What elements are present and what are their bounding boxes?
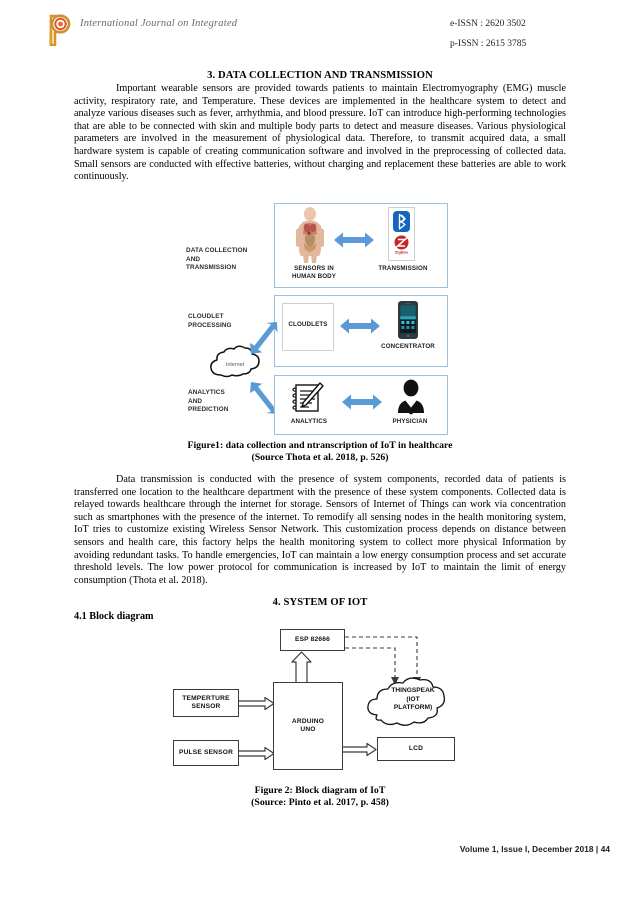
fig2-arduino-line1: ARDUINO bbox=[291, 717, 325, 725]
fig1-node-transmission: TRANSMISSION bbox=[378, 265, 428, 272]
paragraph-1: Important wearable sensors are provided towards patients to maintain Electromyography (EMG) muscle activity, respiratory rate, and Temperature. These devices are implemented in the healthcare system to detect and analyze various diseases such as fever, arrhythmia, and blood pressure. IoT can introduce high-performing technologies that are able to be connected with skin and multiple body parts to detect and measure diseases. Various physiological parameters are involved in the measurement of physiological data. Therefore, to transmit acquired data, a small hardware system is capable of creating communication software and involved in the preprocessing of collected data. Small sensors are conducted with effective batteries, without charging and replacement these batteries are able to work continuously. bbox=[74, 83, 566, 183]
fig1-arrow-sensors-to-transmission-icon bbox=[334, 231, 374, 249]
physician-icon bbox=[394, 379, 428, 415]
fig1-stage2-line2: PROCESSING bbox=[188, 321, 232, 329]
figure-2-caption-line1: Figure 2: Block diagram of IoT bbox=[254, 785, 386, 796]
zigbee-icon bbox=[394, 235, 409, 255]
fig1-stage-label-data-collection bbox=[186, 247, 258, 273]
fig1-stage1-line3: TRANSMISSION bbox=[186, 264, 237, 272]
fig2-thingspeak-line3: PLATFORM) bbox=[393, 704, 433, 712]
section-4-heading: 4. SYSTEM OF IOT bbox=[272, 597, 368, 608]
smartphone-icon bbox=[398, 301, 418, 339]
journal-title: International Journal on Integrated bbox=[80, 18, 238, 29]
subsection-4-1-heading: 4.1 Block diagram bbox=[74, 611, 154, 622]
figure-1-caption-line1: Figure1: data collection and ntranscription of IoT in healthcare bbox=[187, 440, 453, 451]
section-3-heading: 3. DATA COLLECTION AND TRANSMISSION bbox=[207, 70, 433, 81]
fig1-stage3-line2: AND bbox=[188, 397, 203, 405]
notepad-pen-icon bbox=[290, 381, 324, 415]
bluetooth-icon bbox=[393, 211, 410, 232]
figure-2-caption-line2: (Source: Pinto et al. 2017, p. 458) bbox=[251, 797, 389, 809]
fig1-stage3-line1: ANALYTICS bbox=[188, 389, 225, 396]
fig2-node-lcd: LCD bbox=[377, 737, 455, 761]
e-issn-text: e-ISSN : 2620 3502 bbox=[450, 19, 526, 29]
fig2-node-thingspeak bbox=[368, 687, 458, 713]
fig1-node-concentrator: CONCENTRATOR bbox=[381, 343, 435, 350]
fig1-node-cloudlets: CLOUDLETS bbox=[288, 321, 328, 328]
paragraph-2-block bbox=[74, 474, 566, 587]
fig1-node-physician: PHYSICIAN bbox=[392, 418, 428, 425]
fig2-arduino-line2: UNO bbox=[300, 726, 316, 733]
section-4-content bbox=[74, 597, 566, 622]
human-anatomy-icon bbox=[290, 207, 330, 263]
fig1-stage3-line3: PREDICTION bbox=[188, 406, 229, 414]
fig1-sensors-line1: SENSORS IN bbox=[294, 265, 334, 272]
fig1-arrow-cloud-to-cloudlets-icon bbox=[248, 321, 280, 357]
fig1-node-analytics: ANALYTICS bbox=[290, 418, 328, 425]
figure-2 bbox=[0, 627, 638, 772]
fig1-node-sensors-in-human-body bbox=[274, 265, 354, 281]
svg-text:ZigBee: ZigBee bbox=[394, 249, 409, 255]
fig2-node-esp: ESP 82666 bbox=[280, 629, 345, 651]
fig2-node-temperature-sensor bbox=[173, 689, 239, 717]
fig2-thingspeak-line2: (IOT bbox=[406, 695, 420, 703]
fig1-stage1-line1: DATA COLLECTION bbox=[186, 247, 248, 254]
figure-2-caption bbox=[74, 785, 566, 810]
fig2-node-pulse-sensor: PULSE SENSOR bbox=[173, 740, 239, 766]
issn-block bbox=[450, 14, 610, 54]
fig1-internet-label: Internet bbox=[225, 362, 245, 368]
figure-1-caption bbox=[74, 440, 566, 465]
paragraph-2: Data transmission is conducted with the presence of system components, recorded data of patients is transferred one location to the healthcare department with the presence of these system components. Collected data is relayed towards healthcare through the internet for storage. Sensors of Internet of Things can work via concentration such as smartphones with the presence of the internet. To remodify all sensing nodes in the health monitoring system, IoT tries to customize existing Wireless Sensor Network. This customization process depends on distance between sensors and health care, this factory helps the health monitoring system to collect more physical Information by avoiding redundant tasks. To handle emergencies, IoT can maintain a low energy consumption process and set accurate threshold levels. The low power protocol for communication is increased by IoT to maintain the limit of energy consumption (Thota et al. 2018). bbox=[74, 474, 566, 586]
page-header bbox=[0, 0, 638, 62]
fig2-thingspeak-line1: THINGSPEAK bbox=[391, 687, 435, 694]
fig1-arrow-analytics-to-physician-icon bbox=[342, 393, 382, 411]
page-footer: Volume 1, Issue I, December 2018 | 44 bbox=[459, 845, 610, 854]
fig1-arrow-cloudlets-to-concentrator-icon bbox=[340, 317, 380, 335]
figure-1-diagram bbox=[186, 203, 448, 435]
fig1-stage1-line2: AND bbox=[186, 255, 201, 263]
fig2-temp-line1: TEMPERTURE bbox=[182, 694, 230, 702]
p-issn-text: p-ISSN : 2615 3785 bbox=[450, 39, 527, 49]
fig2-node-arduino-uno bbox=[273, 682, 343, 770]
fig1-sensors-line2: HUMAN BODY bbox=[291, 273, 337, 280]
fig1-stage2-line1: CLOUDLET bbox=[188, 313, 224, 320]
section-3-content bbox=[74, 70, 566, 184]
figure-1-caption-line2: (Source Thota et al. 2018, p. 526) bbox=[251, 452, 389, 464]
figure-1 bbox=[0, 203, 638, 438]
figure-2-diagram bbox=[155, 627, 485, 772]
journal-p-logo-icon bbox=[44, 12, 74, 46]
fig2-temp-line2: SENSOR bbox=[191, 703, 221, 710]
